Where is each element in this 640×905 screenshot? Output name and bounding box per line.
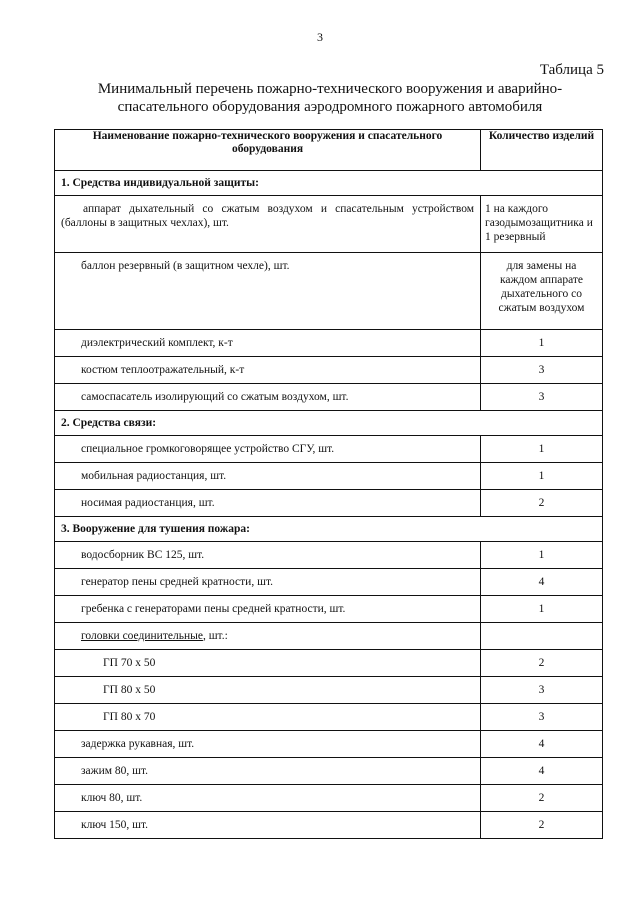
item-quantity: 2	[481, 490, 603, 517]
table-row	[55, 542, 603, 569]
table-title-line-2: спасательного оборудования аэродромного пожарного автомобиля	[117, 99, 543, 115]
section-title-communication: 2. Средства связи:	[55, 411, 603, 436]
equipment-table	[54, 129, 603, 839]
table-row	[55, 704, 603, 731]
table-title-line-1: Минимальный перечень пожарно-технического вооружения и аварийно-	[97, 81, 563, 97]
page-number: 3	[317, 30, 323, 44]
item-quantity: 2	[481, 650, 603, 677]
item-name: гребенка с генераторами пены средней кратности, шт.	[55, 596, 481, 623]
item-name: костюм теплоотражательный, к-т	[55, 357, 481, 384]
table-row	[55, 785, 603, 812]
item-name	[55, 623, 481, 650]
section-row	[55, 171, 603, 196]
item-quantity	[481, 623, 603, 650]
table-row	[55, 758, 603, 785]
table-row	[55, 596, 603, 623]
item-name: задержка рукавная, шт.	[55, 731, 481, 758]
table-label: Таблица 5	[539, 62, 604, 78]
table-row	[55, 196, 603, 253]
section-title-firefighting-equipment: 3. Вооружение для тушения пожара:	[55, 517, 603, 542]
item-quantity: 2	[481, 785, 603, 812]
section-row	[55, 517, 603, 542]
header-quantity: Количество изделий	[481, 130, 603, 171]
item-quantity: 1	[481, 330, 603, 357]
item-quantity: 3	[481, 357, 603, 384]
item-quantity: 1	[481, 463, 603, 490]
item-name: специальное громкоговорящее устройство СГУ, шт.	[55, 436, 481, 463]
item-name: водосборник ВС 125, шт.	[55, 542, 481, 569]
table-header-row	[55, 130, 603, 171]
item-name: ГП 80 х 50	[55, 677, 481, 704]
item-name: баллон резервный (в защитном чехле), шт.	[55, 253, 481, 330]
item-name: носимая радиостанция, шт.	[55, 490, 481, 517]
item-quantity: 3	[481, 704, 603, 731]
item-name: аппарат дыхательный со сжатым воздухом и спасательным устройством (баллоны в защитных чехлах), шт.	[55, 196, 481, 253]
table-row	[55, 330, 603, 357]
table-row	[55, 357, 603, 384]
table-row	[55, 731, 603, 758]
table-row	[55, 463, 603, 490]
item-name: диэлектрический комплект, к-т	[55, 330, 481, 357]
table-title	[70, 80, 590, 116]
item-name-underlined: головки соединительные	[81, 630, 203, 642]
item-quantity: 1 на каждого газодымозащитника и 1 резервный	[481, 196, 603, 253]
item-name: генератор пены средней кратности, шт.	[55, 569, 481, 596]
table-row	[55, 490, 603, 517]
item-name: самоспасатель изолирующий со сжатым воздухом, шт.	[55, 384, 481, 411]
table-row	[55, 253, 603, 330]
item-quantity: 2	[481, 812, 603, 839]
item-name: зажим 80, шт.	[55, 758, 481, 785]
item-quantity: 1	[481, 542, 603, 569]
item-quantity: 1	[481, 596, 603, 623]
item-name: ГП 70 х 50	[55, 650, 481, 677]
table-row	[55, 436, 603, 463]
item-quantity: для замены на каждом аппарате дыхательного со сжатым воздухом	[481, 253, 603, 330]
table-row	[55, 650, 603, 677]
item-name: мобильная радиостанция, шт.	[55, 463, 481, 490]
table-row	[55, 623, 603, 650]
item-name: ключ 150, шт.	[55, 812, 481, 839]
header-name: Наименование пожарно-технического вооружения и спасательного оборудования	[55, 130, 481, 171]
item-quantity: 4	[481, 569, 603, 596]
table-row	[55, 384, 603, 411]
table-row	[55, 677, 603, 704]
item-name: ГП 80 х 70	[55, 704, 481, 731]
section-row	[55, 411, 603, 436]
item-name-suffix: , шт.:	[202, 630, 228, 642]
item-quantity: 4	[481, 758, 603, 785]
table-row	[55, 569, 603, 596]
section-title-personal-protection: 1. Средства индивидуальной защиты:	[55, 171, 603, 196]
item-name: ключ 80, шт.	[55, 785, 481, 812]
item-quantity: 4	[481, 731, 603, 758]
item-quantity: 3	[481, 677, 603, 704]
item-quantity: 3	[481, 384, 603, 411]
table-row	[55, 812, 603, 839]
item-quantity: 1	[481, 436, 603, 463]
